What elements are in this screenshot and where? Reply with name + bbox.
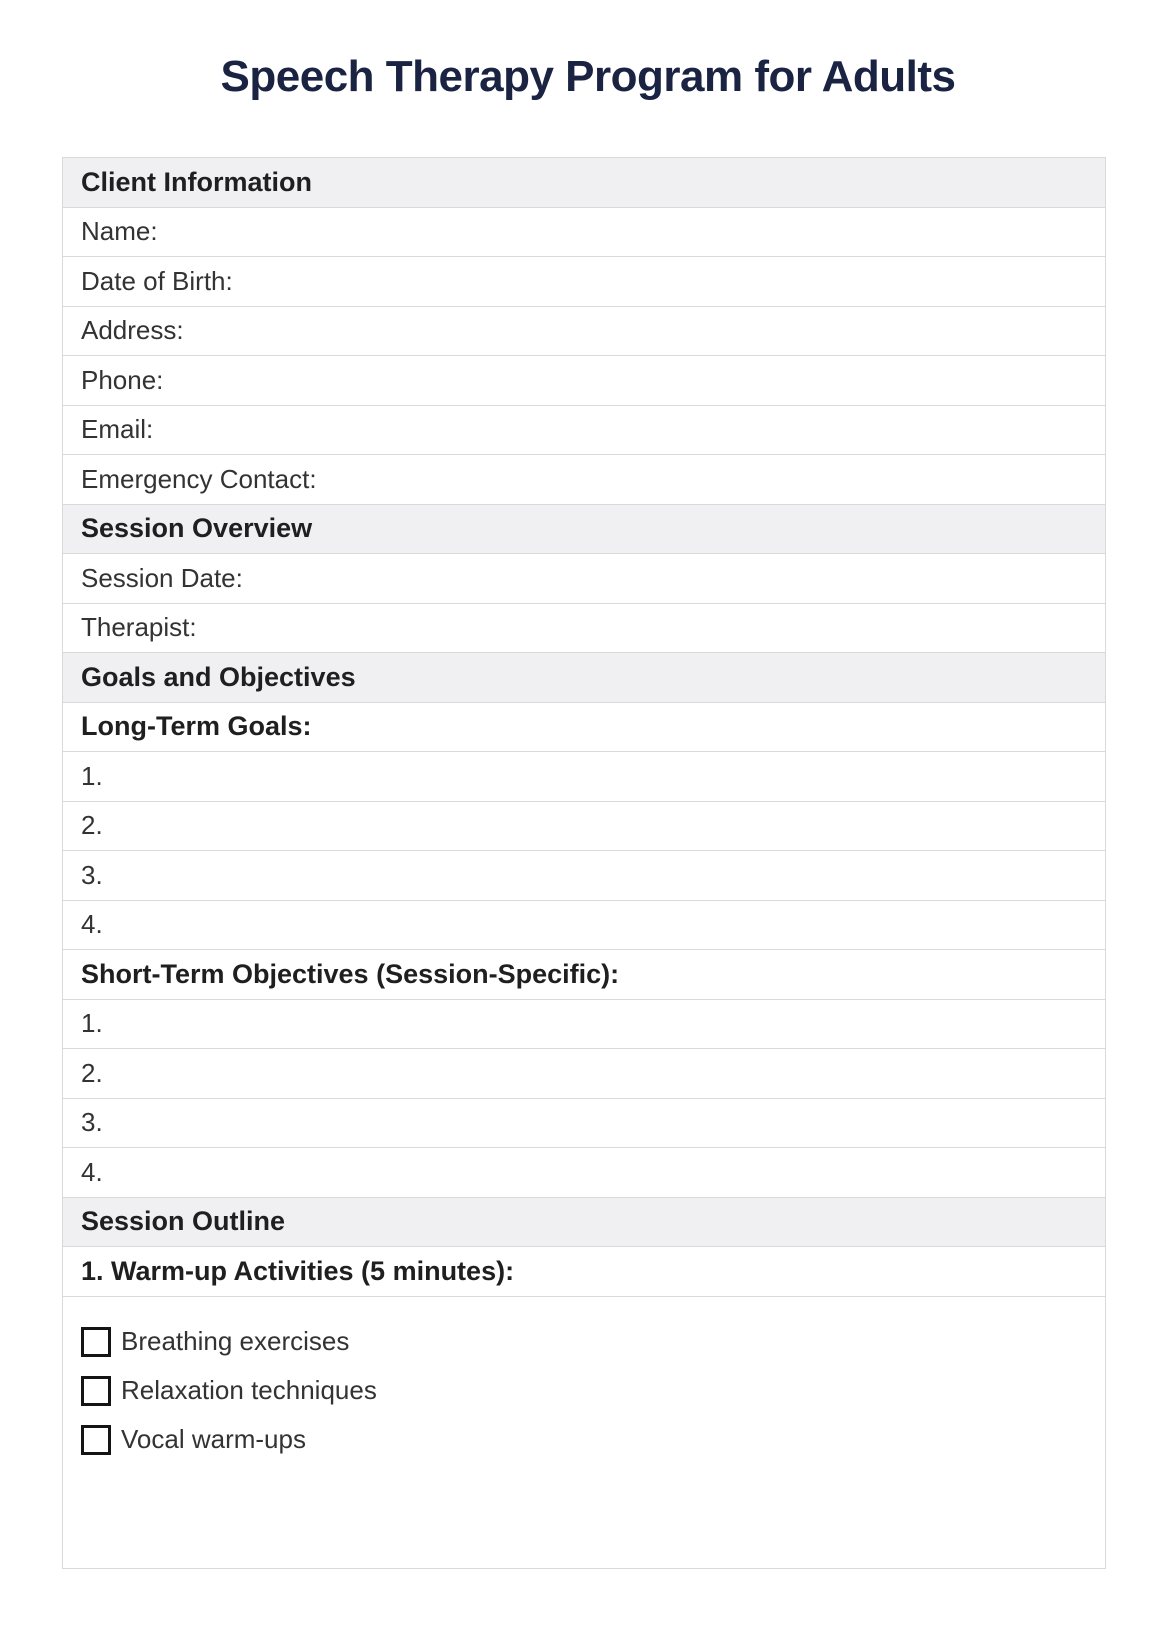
field-row	[63, 851, 1105, 901]
field-label: 3.	[81, 859, 103, 890]
section-header-row	[63, 158, 1105, 208]
row-label: Short-Term Objectives (Session-Specific):	[81, 958, 620, 989]
field-label: 4.	[81, 1156, 103, 1187]
field-label: 1.	[81, 1008, 103, 1039]
field-label: Address:	[81, 315, 184, 346]
subheader-row	[63, 950, 1105, 1000]
field-row	[63, 208, 1105, 258]
checkbox-relaxation-techniques[interactable]	[81, 1376, 111, 1406]
check-item	[81, 1373, 1087, 1409]
checkbox-label: Breathing exercises	[121, 1326, 350, 1356]
field-row	[63, 257, 1105, 307]
subheader-row	[63, 1247, 1105, 1297]
check-item	[81, 1422, 1087, 1458]
field-label: 3.	[81, 1107, 103, 1138]
field-row	[63, 455, 1105, 505]
field-label: Email:	[81, 414, 154, 445]
check-item	[81, 1324, 1087, 1360]
field-row	[63, 1000, 1105, 1050]
row-label: 1. Warm-up Activities (5 minutes):	[81, 1255, 515, 1286]
row-label: Goals and Objectives	[81, 661, 356, 692]
field-row	[63, 901, 1105, 951]
field-label: 2.	[81, 810, 103, 841]
row-label: Long-Term Goals:	[81, 711, 312, 742]
field-label: Phone:	[81, 364, 164, 395]
field-label: 1.	[81, 760, 103, 791]
field-row	[63, 1099, 1105, 1149]
checkbox-vocal-warm-ups[interactable]	[81, 1425, 111, 1455]
field-row	[63, 1049, 1105, 1099]
field-label: Session Date:	[81, 562, 243, 593]
section-header-row	[63, 1198, 1105, 1248]
field-label: Emergency Contact:	[81, 463, 317, 494]
field-label: Date of Birth:	[81, 265, 233, 296]
checkbox-label: Vocal warm-ups	[121, 1424, 306, 1454]
field-label: Name:	[81, 216, 158, 247]
section-header-row	[63, 653, 1105, 703]
field-row	[63, 307, 1105, 357]
field-row	[63, 356, 1105, 406]
field-label: 4.	[81, 909, 103, 940]
field-row	[63, 802, 1105, 852]
row-label: Client Information	[81, 166, 312, 197]
page-title: Speech Therapy Program for Adults	[220, 52, 956, 101]
field-row	[63, 1148, 1105, 1198]
form-table	[62, 157, 1106, 1569]
checkbox-breathing-exercises[interactable]	[81, 1327, 111, 1357]
field-label: 2.	[81, 1057, 103, 1088]
row-label: Session Outline	[81, 1206, 286, 1237]
warmup-activities-checklist	[63, 1297, 1105, 1569]
field-label: Therapist:	[81, 612, 197, 643]
subheader-row	[63, 703, 1105, 753]
field-row	[63, 604, 1105, 654]
checkbox-label: Relaxation techniques	[121, 1375, 377, 1405]
field-row	[63, 752, 1105, 802]
field-row	[63, 406, 1105, 456]
row-label: Session Overview	[81, 513, 313, 544]
section-header-row	[63, 505, 1105, 555]
field-row	[63, 554, 1105, 604]
